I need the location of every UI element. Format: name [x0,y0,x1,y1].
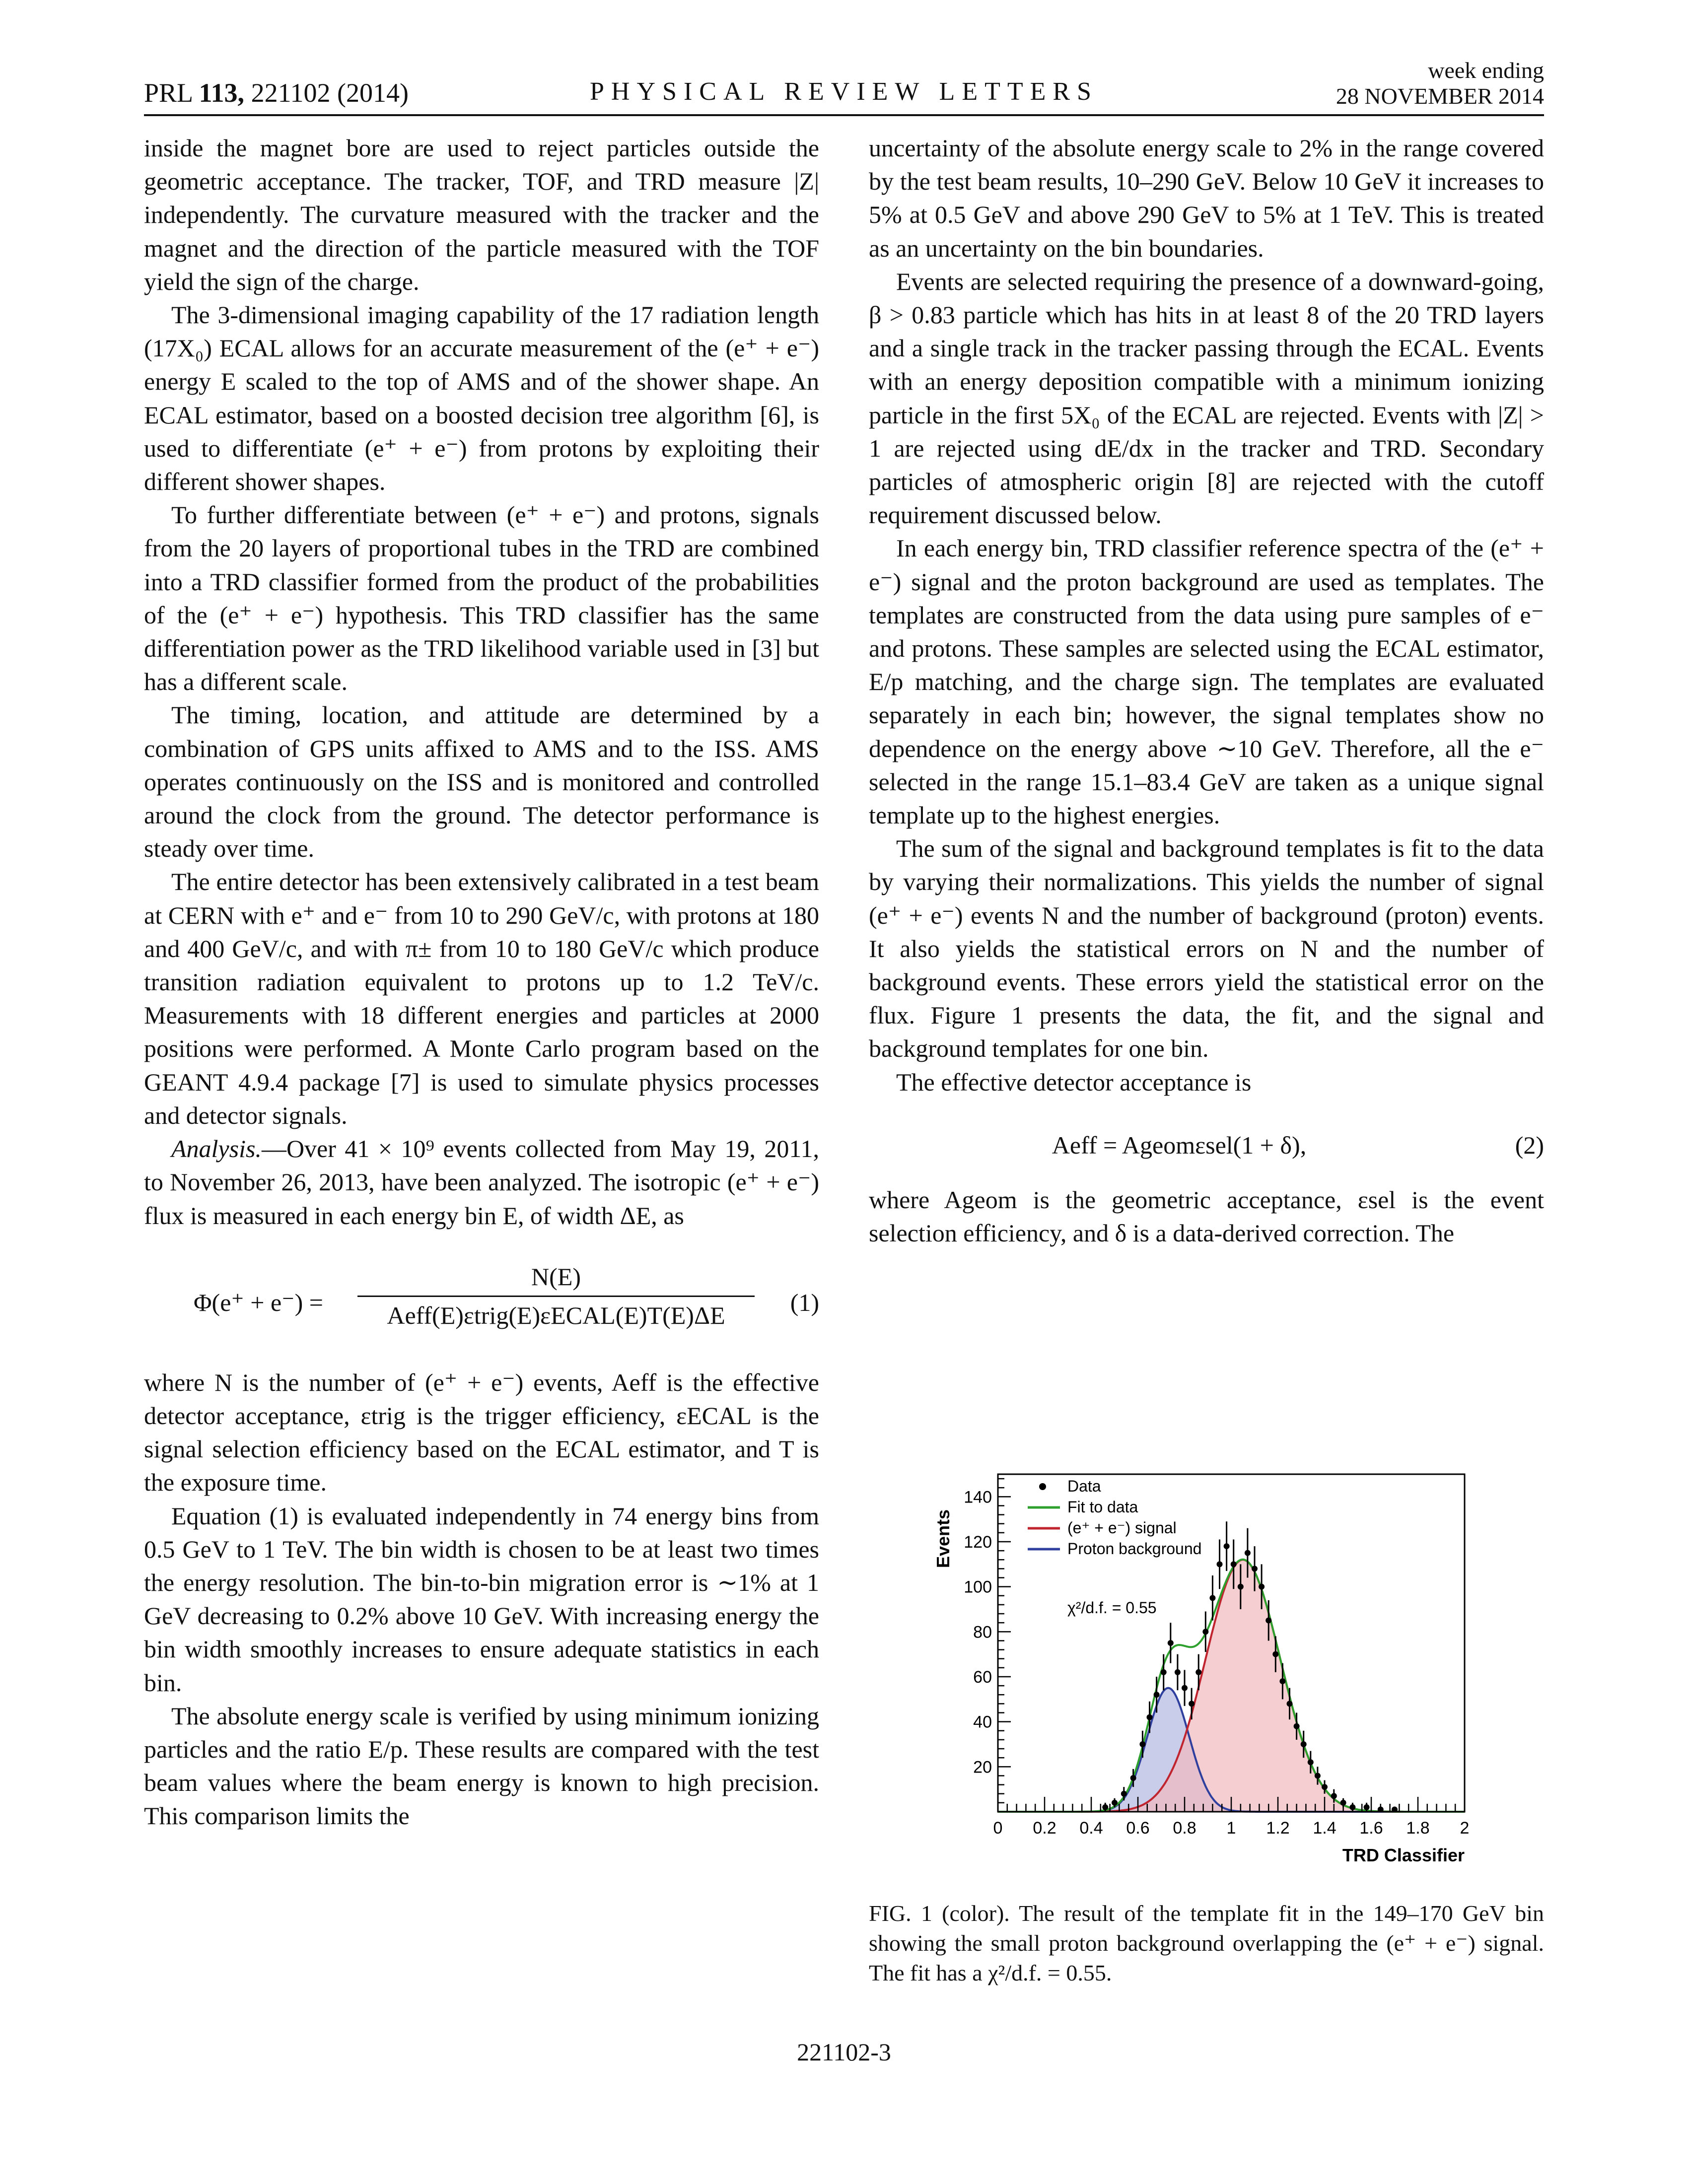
x-tick-label: 0.4 [1079,1819,1103,1838]
equation-numerator: N(E) [357,1260,755,1297]
data-point [1189,1701,1195,1706]
data-point [1209,1595,1215,1601]
data-point [1121,1791,1127,1797]
data-point [1294,1723,1300,1729]
equation-1 [144,1260,819,1347]
data-point [1266,1618,1271,1624]
data-point [1287,1701,1293,1706]
y-axis-label: Events [933,1509,953,1569]
x-tick-label: 1.2 [1266,1819,1290,1838]
data-point [1182,1685,1188,1691]
caption-label: FIG. 1 (color). [869,1901,1010,1926]
data-point [1315,1773,1321,1778]
paragraph: In each energy bin, TRD classifier reference spectra of the (e⁺ + e⁻) signal and the proton background are used as templates. The templates are constructed from the data using pure samples of e⁻ and protons. These samples are selected using the ECAL estimator, E/p matching, and the charge sign. The templates are evaluated separately in each bin; however, the signal templates show no dependence on the energy above ∼10 GeV. Therefore, all the e⁻ selected in the range 15.1–83.4 GeV are taken as a unique signal template up to the highest energies. [869,534,1544,829]
data-point [1245,1550,1251,1556]
paragraph: The absolute energy scale is verified by using minimum ionizing particles and the ratio E/p. These results are compared with the test beam values where the beam energy is known to high precision. This comparison limits the [144,1702,819,1830]
x-axis-label: TRD Classifier [1342,1845,1465,1865]
paragraph: The entire detector has been extensively calibrated in a test beam at CERN with e⁺ and e⁻ from 10 to 290 GeV/c, with protons at 180 and 400 GeV/c, and with π± from 10 to 180 GeV/c which produce transition radiation equivalent to protons up to 1.2 TeV/c. Measurements with 18 different energies and particles at 2000 positions were performed. A Monte Carlo program based on the GEANT 4.9.4 package [7] is used to simulate physics processes and detector signals. [144,868,819,1129]
x-tick-label: 2 [1460,1819,1470,1838]
data-point [1112,1800,1118,1806]
data-point [1231,1561,1237,1567]
page-number: 221102-3 [797,2038,891,2066]
figure-caption [869,1899,1544,1988]
page-header [144,55,1544,116]
equation-number: (2) [1515,1131,1544,1159]
paragraph: The effective detector acceptance is [896,1068,1252,1096]
equation-body: Aeff = Ageomεsel(1 + δ), [1052,1131,1307,1159]
data-point [1196,1669,1201,1675]
x-tick-label: 1 [1226,1819,1236,1838]
caption-text: The result of the template fit in the 149–170 GeV bin showing the small proton background overlapping the (e⁺ + e⁻) signal. The fit has a χ²/d.f. = 0.55. [869,1901,1544,1985]
data-point [1161,1669,1167,1675]
x-tick-label: 0 [993,1819,1003,1838]
journal-volume: 113, [199,78,245,108]
journal-name: PHYSICAL REVIEW LETTERS [590,77,1098,106]
data-point [1139,1741,1145,1747]
data-point [1168,1640,1174,1646]
equation-denominator: Aeff(E)εtrig(E)εECAL(E)T(E)ΔE [387,1301,725,1329]
issue-date [1336,58,1544,109]
data-point [1272,1651,1278,1657]
data-point [1102,1804,1108,1810]
data-point [1308,1759,1314,1765]
x-tick-label: 1.8 [1406,1819,1430,1838]
data-point [1238,1584,1244,1590]
journal-prefix: PRL [144,78,199,108]
x-tick-label: 0.6 [1126,1819,1150,1838]
right-column [869,132,1544,1250]
y-tick-label: 40 [973,1712,992,1732]
data-point [1322,1784,1328,1790]
template-fit-chart [923,1454,1509,1886]
x-tick-label: 0.2 [1033,1819,1056,1838]
article-number: 221102 (2014) [244,78,409,108]
data-point [1301,1741,1307,1747]
paragraph: inside the magnet bore are used to reject particles outside the geometric acceptance. The tracker, TOF, and TRD measure |Z| independently. The curvature measured with the tracker and the magnet and the direction of the particle measured with the TOF yield the sign of the charge. [144,134,819,295]
figure-1 [923,1454,1509,1886]
data-point [1331,1793,1337,1799]
y-tick-label: 20 [973,1758,992,1777]
y-tick-label: 140 [964,1488,992,1507]
chi2-annotation: χ²/d.f. = 0.55 [1067,1599,1157,1617]
data-point [1175,1669,1181,1675]
legend-label: (e⁺ + e⁻) signal [1067,1519,1177,1537]
y-tick-label: 100 [964,1577,992,1597]
signal-template-fill [998,1560,1465,1812]
paragraph [144,1132,819,1232]
equation-lhs: Φ(e⁺ + e⁻) = [194,1288,323,1316]
y-tick-label: 60 [973,1668,992,1687]
x-tick-label: 1.6 [1359,1819,1383,1838]
paragraph: where Ageom is the geometric acceptance, εsel is the event selection efficiency, and δ is a data-derived correction. The [869,1185,1544,1247]
date: 28 NOVEMBER 2014 [1336,83,1544,109]
data-point [1147,1714,1153,1720]
paragraph: uncertainty of the absolute energy scale to 2% in the range covered by the test beam results, 10–290 GeV. Below 10 GeV it increases to 5% at 0.5 GeV and above 290 GeV to 5% at 1 TeV. This is treated as an uncertainty on the bin boundaries. [869,134,1544,262]
data-point [1130,1775,1136,1781]
x-tick-label: 1.4 [1313,1819,1336,1838]
equation-number: (1) [790,1288,819,1316]
data-point [1252,1566,1258,1571]
legend-label: Proton background [1067,1540,1202,1558]
left-column [144,132,819,1833]
legend-label: Fit to data [1067,1498,1138,1516]
paragraph: To further differentiate between (e⁺ + e⁻) and protons, signals from the 20 layers of proportional tubes in the TRD are combined into a TRD classifier formed from the product of the probabilities of the (e⁺ + e⁻) hypothesis. This TRD classifier has the same differentiation power as the TRD likelihood variable used in [3] but has a different scale. [144,501,819,696]
data-point [1259,1584,1265,1590]
legend-marker [1039,1483,1046,1490]
paragraph: The timing, location, and attitude are determined by a combination of GPS units affixed to AMS and to the ISS. AMS operates continuously on the ISS and is monitored and controlled around the clock from the ground. The detector performance is steady over time. [144,701,819,863]
paragraph: where N is the number of (e⁺ + e⁻) events, Aeff is the effective detector acceptance, εtrig is the trigger efficiency, εECAL is the signal selection efficiency based on the ECAL estimator, and T is the exposure time. [144,1368,819,1497]
paragraph: Events are selected requiring the presence of a downward-going, β > 0.83 particle which has hits in at least 8 of the 20 TRD layers and a single track in the tracker passing through the ECAL. Events with an energy deposition compatible with a minimum ionizing particle in the first 5X₀ of the ECAL are rejected. Events with |Z| > 1 are rejected using dE/dx in the tracker and TRD. Secondary particles of atmospheric origin [8] are rejected with the cutoff requirement discussed below. [869,267,1544,529]
legend-label: Data [1067,1477,1101,1495]
paragraph: Equation (1) is evaluated independently in 74 energy bins from 0.5 GeV to 1 TeV. The bin width is chosen to be at least two times the energy resolution. The bin-to-bin migration error is ∼1% at 1 GeV decreasing to 0.2% above 10 GeV. With increasing energy the bin width smoothly increases to ensure adequate statistics in each bin. [144,1502,819,1697]
paragraph: The 3-dimensional imaging capability of the 17 radiation length (17X₀) ECAL allows for an accurate measurement of the (e⁺ + e⁻) energy E scaled to the top of AMS and of the shower shape. An ECAL estimator, based on a boosted decision tree algorithm [6], is used to differentiate (e⁺ + e⁻) from protons by exploiting their different shower shapes. [144,301,819,496]
data-point [1154,1692,1160,1698]
data-point [1217,1561,1223,1567]
data-point [1364,1804,1370,1810]
week-label: week ending [1428,58,1544,83]
data-point [1279,1678,1285,1684]
x-tick-label: 0.8 [1173,1819,1196,1838]
y-tick-label: 120 [964,1533,992,1552]
data-point [1202,1629,1208,1635]
section-title: Analysis. [171,1135,262,1163]
equation-fraction [357,1260,755,1332]
paragraph-text: —Over 41 × 10⁹ events collected from May 19, 2011, to November 26, 2013, have been analyzed. The isotropic (e⁺ + e⁻) flux is measured in each energy bin E, of width ΔE, as [144,1135,819,1229]
equation-2 [869,1109,1544,1173]
y-tick-label: 80 [973,1623,992,1642]
paragraph: The sum of the signal and background templates is fit to the data by varying their normalizations. This yields the number of signal (e⁺ + e⁻) events N and the number of background (proton) events. It also yields the statistical errors on N and the number of background events. These errors yield the statistical error on the flux. Figure 1 presents the data, the fit, and the signal and background templates for one bin. [869,834,1544,1063]
data-point [1224,1543,1230,1549]
